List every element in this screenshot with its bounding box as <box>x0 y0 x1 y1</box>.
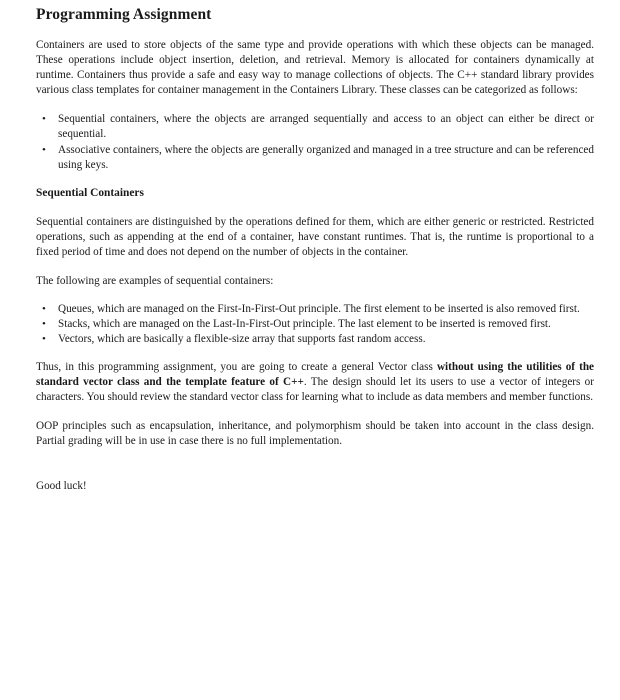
list-item <box>36 143 594 173</box>
list-item <box>36 302 594 317</box>
container-categories-list <box>36 112 594 173</box>
page-title: Programming Assignment <box>36 6 212 23</box>
list-item-text: Associative containers, where the objects are generally organized and managed in a tree structure and can be referenced using keys. <box>58 144 594 171</box>
assignment-text-part1: Thus, in this programming assignment, you are going to create a general Vector class <box>36 361 437 373</box>
list-item-text: Queues, which are managed on the First-In-First-Out principle. The first element to be inserted is also removed first. <box>58 303 580 315</box>
list-item <box>36 317 594 332</box>
section-heading: Sequential Containers <box>36 187 144 199</box>
closing-text: Good luck! <box>36 480 87 492</box>
list-item <box>36 112 594 142</box>
bullet-icon: • <box>42 303 46 315</box>
bullet-icon: • <box>42 113 46 125</box>
examples-intro-paragraph: The following are examples of sequential containers: <box>36 275 274 287</box>
list-item-text: Sequential containers, where the objects are arranged sequentially and access to an object can either be direct or sequential. <box>58 113 594 140</box>
list-item <box>36 332 594 347</box>
list-item-text: Stacks, which are managed on the Last-In-First-Out principle. The last element to be inserted is removed first. <box>58 318 551 330</box>
sequential-description-paragraph: Sequential containers are distinguished by the operations defined for them, which are either generic or restricted. Restricted operations, such as appending at the end of a container, have constant runtimes. That is, the runtime is proportional to a fixed period of time and does not depend on the number of objects in the container. <box>36 216 594 258</box>
sequential-examples-list <box>36 302 594 347</box>
bullet-icon: • <box>42 144 46 156</box>
assignment-emphasis: without using the utilities of the standard vector class and the template feature of C++ <box>36 361 595 388</box>
list-item-text: Vectors, which are basically a flexible-size array that supports fast random access. <box>58 333 426 345</box>
bullet-icon: • <box>42 333 46 345</box>
intro-paragraph: Containers are used to store objects of the same type and provide operations with which these objects can be managed. These operations include object insertion, deletion, and retrieval. Memory is allocated for containers dynamically at runtime. Containers thus provide a safe and easy way to manage collections of objects. The C++ standard library provides various class templates for container management in the Containers Library. These classes can be categorized as follows: <box>36 39 594 96</box>
oop-paragraph: OOP principles such as encapsulation, inheritance, and polymorphism should be taken into account in the class design. Partial grading will be in use in case there is no full implementation. <box>36 420 594 447</box>
assignment-text-part2: . The design should let its users to use a vector of integers or characters. You should review the standard vector class for learning what to include as data members and member functions. <box>36 376 594 403</box>
bullet-icon: • <box>42 318 46 330</box>
assignment-paragraph <box>36 360 594 405</box>
